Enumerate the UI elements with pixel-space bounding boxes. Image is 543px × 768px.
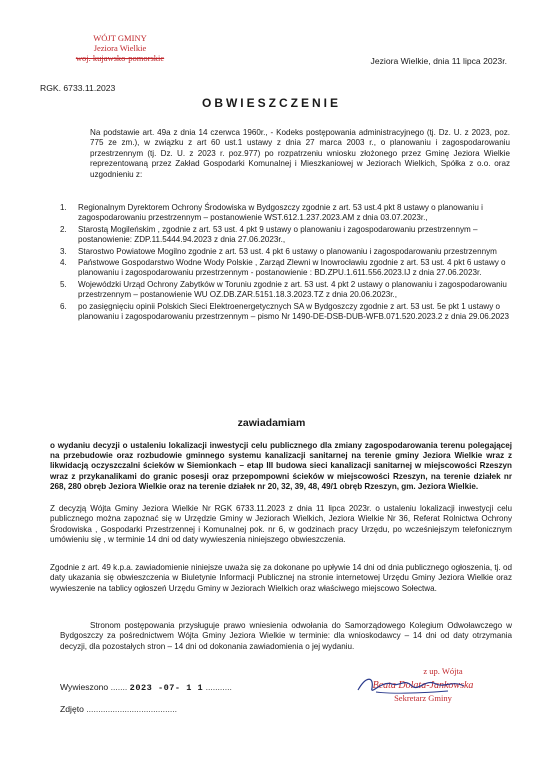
notification-paragraph: Zgodnie z art. 49 k.p.a. zawiadomienie niniejsze uważa się za dokonane po upływie 14 dni od dnia publicznego ogłoszenia, tj. od daty ukazania się obwieszczenia w Biuletynie Informacji Publicznej na stronie internetowej Urzędu Gminy Jeziora Wielkie oraz wywieszenie na tablicy ogłoszeń Urzędu Gminy w Jeziorach Wielkich oraz właściwego miejscowo Sołectwa. (50, 563, 512, 593)
list-item (60, 258, 515, 279)
list-item-number: 5. (60, 279, 67, 289)
list-item (60, 203, 515, 224)
signature-authority: z up. Wójta (423, 666, 463, 676)
list-item-text: Państwowe Gospodarstwo Wodne Wody Polskie , Zarząd Zlewni w Inowrocławiu zgodnie z art. 53 ust. 4 pkt 6 ustawy o planowaniu i zagospodarowaniu przestrzennym - postanowienie : BD.ZPU.1.611.556.2023.IJ z dnia 27.06.2023r. (78, 258, 506, 278)
removed-label: Zdjęto (60, 704, 84, 714)
appeal-paragraph: Stronom postępowania przysługuje prawo wniesienia odwołania do Samorządowego Kolegium Odwoławczego w Bydgoszczy za pośrednictwem Wójta Gminy Jeziora Wielkie w terminie: dla wnioskodawcy – 14 dni od daty otrzymania decyzji, dla pozostałych stron – 14 dni od dokonania zawiadomienia o jej wydaniu. (60, 621, 512, 651)
list-item (60, 247, 515, 257)
posted-date: 2023 -07- 1 1 (129, 683, 204, 693)
list-item (60, 225, 515, 246)
signature-block (358, 666, 488, 703)
list-item-number: 3. (60, 246, 67, 256)
list-item-number: 4. (60, 258, 67, 268)
signature-name-text: Beata Dolata-Jankowska (372, 680, 474, 691)
signature-role: Sekretarz Gminy (394, 693, 452, 703)
list-item-number: 6. (60, 301, 67, 311)
posted-label: Wywieszono (60, 682, 109, 692)
list-item-number: 1. (60, 203, 67, 212)
document-title: OBWIESZCZENIE (201, 96, 341, 110)
intro-paragraph: Na podstawie art. 49a z dnia 14 czerwca 1960r., - Kodeks postępowania administracyjnego (tj. Dz. U. z 2023, poz. 775 ze zm.), w związku z art 60 ust.1 ustawy z dnia 27 marca 2003 r., o planowaniu i zagospodarowaniu przestrzennym (tj. Dz. U. z 2023 r. poz.977) po rozpatrzeniu wniosku złożonego przez Gminę Jeziora Wielkie reprezentowaną przez Zakład Gospodarki Komunalnej i Mieszkaniowej w Jeziorach Wielkich, Spółka z o.o. oraz uzgodnieniu z: (90, 128, 510, 179)
list-item-text: po zasięgnięciu opinii Polskich Sieci Elektroenergetycznych SA w Bydgoszczy zgodnie z art. 53 ust. 5e pkt 1 ustawy o planowaniu i zagospodarowaniu przestrzennym – pismo Nr 1490-DE-DSB-DUB-WFB.071.520.2023.2 z dnia 29.06.2023 (78, 301, 510, 322)
list-item-text: Starostwo Powiatowe Mogilno zgodnie z art. 53 ust. 4 pkt 6 ustawy o planowaniu i zagospodarowaniu przestrzennym (78, 246, 497, 256)
posted-dots-right: ........... (205, 682, 232, 692)
handwritten-signature-icon (352, 672, 482, 698)
place-and-date: Jeziora Wielkie, dnia 11 lipca 2023r. (370, 56, 507, 66)
stamp-line-voivodeship: woj. kujawsko-pomorskie (75, 53, 165, 63)
list-item (60, 280, 515, 301)
access-paragraph: Z decyzją Wójta Gminy Jeziora Wielkie Nr RGK 6733.11.2023 z dnia 11 lipca 2023r. o ustaleniu lokalizacji inwestycji celu publicznego można zapoznać się w Urzędzie Gminy w Jeziorach Wielkich, Jeziora Wielkie Nr 36, Referat Rolnictwa Ochrony Środowiska , Gospodarki Przestrzennej i Komunalnej pok. nr 6, w godzinach pracy Urzędu, po wcześniejszym telefonicznym umówieniu się , w terminie 14 dni od daty wywieszenia niniejszego obwieszczenia. (50, 504, 512, 545)
agreements-list (60, 203, 515, 323)
list-item-text: Starostą Mogileńskim , zgodnie z art. 53 ust. 4 pkt 9 ustawy o planowaniu i zagospodarowaniu przestrzennym – postanowienie: ZDP.11.5444.94.2023 z dnia 27.06.2023r., (78, 224, 478, 245)
removed-line (60, 704, 177, 714)
posted-line (60, 682, 232, 693)
removed-dots: ...................................... (86, 704, 178, 714)
decision-paragraph: o wydaniu decyzji o ustaleniu lokalizacji inwestycji celu publicznego dla zmiany zagospodarowania terenu polegającej na przebudowie oraz rozbudowie gminnego systemu kanalizacji sanitarnej na terenie gminy Jeziora Wielkie wraz z likwidacją oczyszczalni ścieków w Siemionkach – etap III budowa sieci kanalizacji sanitarnej w miejscowości Rzeszyn wraz z przykanalikami do granic posesji oraz przepompowni ścieków w miejscowości Rzeszyn, na terenie działek nr 268, 280 obręb Jeziora Wielkie oraz na terenie działek nr 20, 32, 39, 48, 49/1 obręb Rzeszyn, gm. Jeziora Wielkie. (50, 441, 512, 491)
list-item-text: Regionalnym Dyrektorem Ochrony Środowiska w Bydgoszczy zgodnie z art. 53 ust.4 pkt 8 ustawy o planowaniu i zagospodarowaniu przestrzennym – postanowienie WST.612.1.237.2023.AM z dnia 03.07.2023r., (78, 203, 483, 223)
stamp-line-municipality: Jeziora Wielkie (93, 43, 147, 53)
list-item (60, 302, 515, 323)
list-item-number: 2. (60, 224, 67, 234)
posted-dots-left: ....... (110, 682, 128, 692)
official-stamp (60, 33, 180, 63)
signature-name (358, 680, 488, 691)
section-heading: zawiadamiam (237, 417, 306, 429)
stamp-line-office: WÓJT GMINY (93, 33, 147, 43)
list-item-text: Wojewódzki Urząd Ochrony Zabytków w Toruniu zgodnie z art. 53 ust. 4 pkt 2 ustawy o planowaniu i zagospodarowaniu przestrzennym – postanowienie WU OZ.DB.ZAR.5151.18.3.2023.TZ z dnia 20.06.2023r., (78, 279, 507, 300)
reference-number: RGK. 6733.11.2023 (40, 83, 116, 93)
